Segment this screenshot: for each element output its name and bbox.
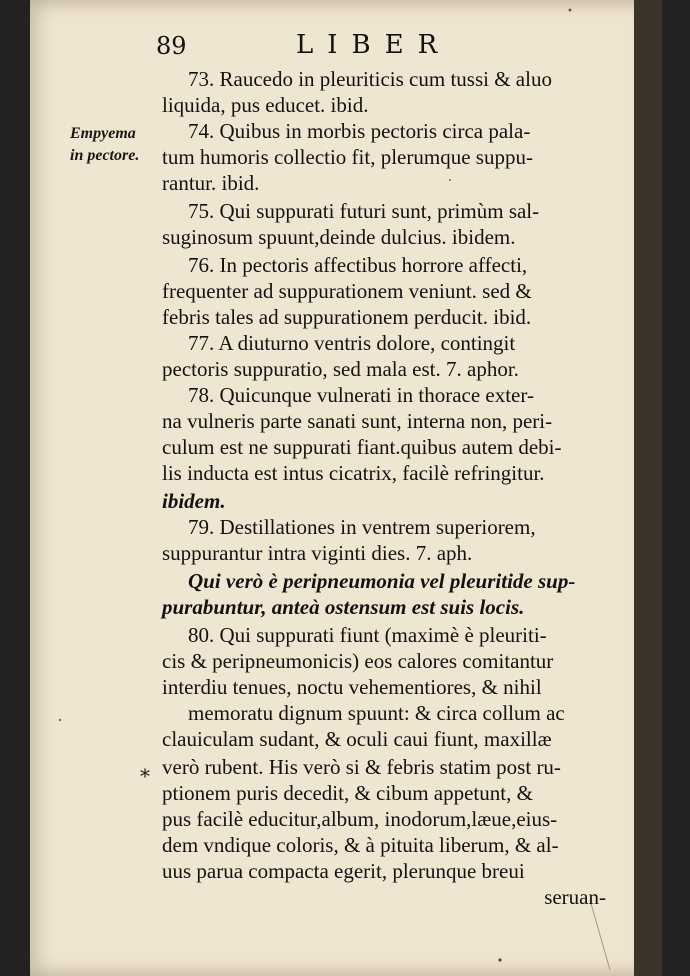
text-line: pectoris suppuratio, sed mala est. 7. aphor. [162,357,519,381]
margin-star-mark: * [140,764,150,788]
text-line: frequenter ad suppurationem veniunt. sed & [162,279,532,303]
text-line: culum est ne suppurati fiant.quibus autem debi- [162,435,562,459]
catchword: seruan- [544,885,606,909]
text-line: verò rubent. His verò si & febris statim post ru- [162,755,561,779]
page-edge-shadow [634,0,662,976]
text-line: 73. Raucedo in pleuriticis cum tussi & aluo [188,67,552,91]
text-line: 79. Destillationes in ventrem superiorem, [188,515,536,539]
text-line: 74. Quibus in morbis pectoris circa pala- [188,119,531,143]
running-head: LIBER [296,30,452,60]
margin-note-empyema-1: Empyema [70,125,136,142]
text-line: lis inducta est intus cicatrix, facilè refringitur. [162,461,545,485]
page-number: 89 [156,32,187,60]
text-line: na vulneris parte sanati sunt, interna non, peri- [162,409,553,433]
text-line: febris tales ad suppurationem perducit. ibid. [162,305,532,329]
text-line: 80. Qui suppurati fiunt (maximè è pleuriti- [188,623,547,647]
text-line: clauiculam sudant, & oculi caui fiunt, maxillæ [162,727,552,751]
text-line: rantur. ibid. [162,171,260,195]
text-line: ibidem. [162,489,226,513]
text-line: pus facilè educitur,album, inodorum,læue,eius- [162,807,558,831]
text-line: ptionem puris decedit, & cibum appetunt, & [162,781,533,805]
text-line: 75. Qui suppurati futuri sunt, primùm sal- [188,199,540,223]
text-line: purabuntur, anteà ostensum est suis locis. [162,595,525,619]
text-line: uus parua compacta egerit, plerunque breui [162,859,525,883]
text-line: memoratu dignum spuunt: & circa collum ac [188,701,565,725]
text-line: Qui verò è peripneumonia vel pleuritide sup- [188,569,576,593]
text-line: interdiu tenues, noctu vehementiores, & nihil [162,675,542,699]
text-line: cis & peripneumonicis) eos calores comitantur [162,649,554,673]
text-line: dem vndique coloris, & à pituita liberum, & al- [162,833,559,857]
text-line: suppurantur intra viginti dies. 7. aph. [162,541,473,565]
page-header [156,28,616,68]
text-line: tum humoris collectio fit, plerumque suppu- [162,145,533,169]
text-line: suginosum spuunt,deinde dulcius. ibidem. [162,225,516,249]
text-line: 76. In pectoris affectibus horrore affecti, [188,253,528,277]
text-line: 78. Quicunque vulnerati in thorace exter- [188,383,534,407]
margin-note-empyema-2: in pectore. [70,147,140,164]
text-line: liquida, pus educet. ibid. [162,93,369,117]
text-line: 77. A diuturno ventris dolore, contingit [188,331,516,355]
